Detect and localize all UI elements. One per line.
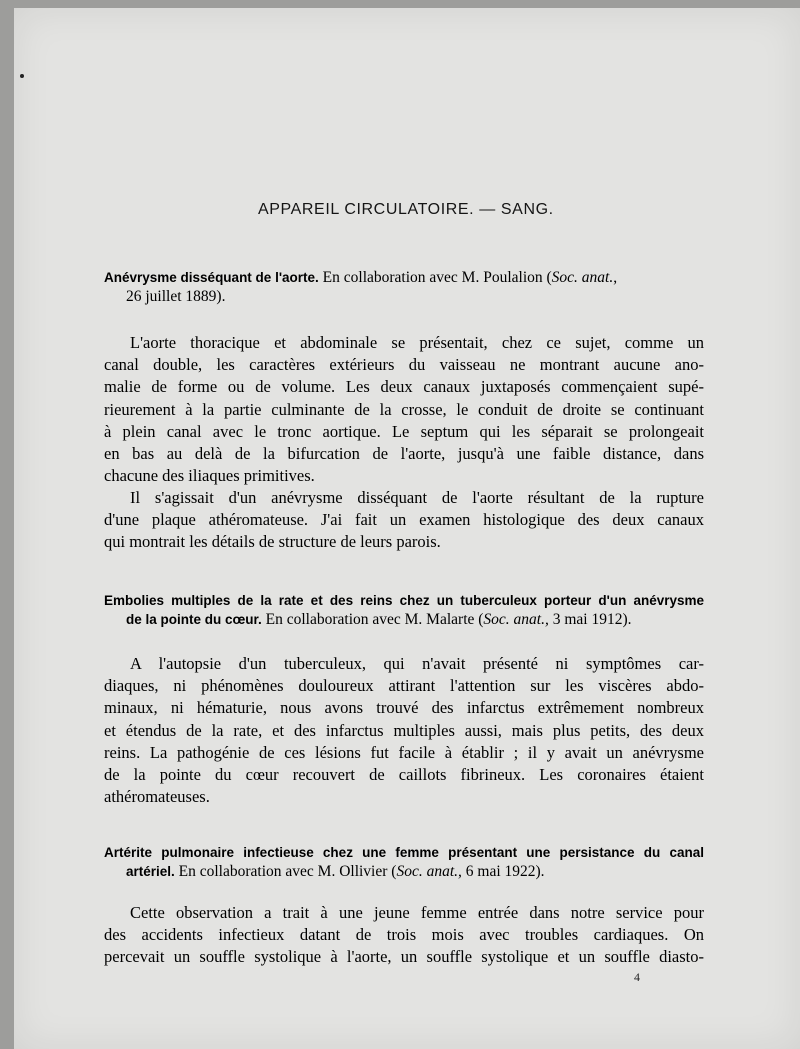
entry-2-paragraph-1 bbox=[104, 653, 704, 808]
entry-3-paragraph-1 bbox=[104, 902, 704, 969]
text-line: minaux, ni hématurie, nous avons trouvé des infarctus extrêmement nombreux bbox=[104, 698, 704, 718]
text-line: percevait un souffle systolique à l'aorte, un souffle systolique et un souffle diasto- bbox=[104, 947, 704, 967]
entry-1-source: Soc. anat. bbox=[551, 269, 614, 286]
entry-1-citation: En collaboration avec M. Poulalion ( bbox=[318, 269, 552, 286]
text-line: qui montrait les détails de structure de leurs parois. bbox=[104, 532, 441, 552]
entry-1-paragraph-2 bbox=[104, 487, 704, 554]
entry-1-citation-end: , bbox=[613, 269, 618, 286]
text-line: A l'autopsie d'un tuberculeux, qui n'avait présenté ni symptômes car- bbox=[130, 654, 704, 673]
text-line: rieurement à la partie culminante de la crosse, le conduit de droite se continuant bbox=[104, 399, 704, 419]
entry-3-citation: En collaboration avec M. Ollivier ( bbox=[174, 863, 397, 880]
entry-2-heading bbox=[104, 591, 704, 629]
text-line: malie de forme ou de volume. Les deux canaux juxtaposés commençaient supé- bbox=[104, 377, 704, 397]
text-line: Il s'agissait d'un anévrysme disséquant de l'aorte résultant de la rupture bbox=[130, 488, 704, 507]
text-line: diaques, ni phénomènes douloureux attirant l'attention sur les viscères abdo- bbox=[104, 676, 704, 696]
text-line: de la pointe du cœur recouvert de caillots fibrineux. Les coronaires étaient bbox=[104, 765, 704, 785]
text-line: L'aorte thoracique et abdominale se présentait, chez ce sujet, comme un bbox=[130, 333, 704, 352]
section-title: APPAREIL CIRCULATOIRE. — SANG. bbox=[258, 201, 554, 218]
entry-1-date: 26 juillet 1889). bbox=[126, 288, 226, 305]
page-number: 4 bbox=[634, 970, 640, 984]
entry-2-title-line-1: Embolies multiples de la rate et des reins chez un tuberculeux porteur d'un anévrysme bbox=[104, 593, 704, 608]
entry-3-source: Soc. anat., bbox=[396, 863, 462, 880]
entry-2-source: Soc. anat., bbox=[483, 611, 549, 628]
text-line: athéromateuses. bbox=[104, 787, 210, 807]
scan-speck bbox=[20, 74, 24, 78]
entry-3-citation-end: 6 mai 1922). bbox=[461, 863, 545, 880]
text-line: à plein canal avec le tronc aortique. Le septum qui les séparait se prolongeait bbox=[104, 421, 704, 441]
entry-3-title-line-1: Artérite pulmonaire infectieuse chez une femme présentant une persistance du canal bbox=[104, 845, 704, 860]
text-line: en bas au delà de la bifurcation de l'aorte, jusqu'à une faible distance, dans bbox=[104, 444, 704, 464]
entry-1-title: Anévrysme disséquant de l'aorte. bbox=[104, 270, 319, 285]
entry-2-citation-end: 3 mai 1912). bbox=[548, 611, 632, 628]
entry-2-citation: En collaboration avec M. Malarte ( bbox=[261, 611, 484, 628]
text-line: chacune des iliaques primitives. bbox=[104, 466, 315, 486]
entry-1-heading bbox=[104, 268, 704, 306]
text-line: reins. La pathogénie de ces lésions fut facile à établir ; il y avait un anévrysme bbox=[104, 742, 704, 762]
entry-3-title-line-2: artériel. bbox=[126, 864, 175, 879]
text-line: canal double, les caractères extérieurs du vaisseau ne montrant aucune ano- bbox=[104, 355, 704, 375]
entry-1-paragraph-1 bbox=[104, 332, 704, 487]
text-line: d'une plaque athéromateuse. J'ai fait un examen histologique des deux canaux bbox=[104, 510, 704, 530]
entry-3-heading bbox=[104, 843, 704, 881]
text-line: Cette observation a trait à une jeune femme entrée dans notre service pour bbox=[130, 903, 704, 922]
text-line: des accidents infectieux datant de trois mois avec troubles cardiaques. On bbox=[104, 925, 704, 945]
entry-2-title-line-2: de la pointe du cœur. bbox=[126, 612, 262, 627]
text-line: et étendus de la rate, et des infarctus multiples aussi, mais plus petits, des deux bbox=[104, 720, 704, 740]
